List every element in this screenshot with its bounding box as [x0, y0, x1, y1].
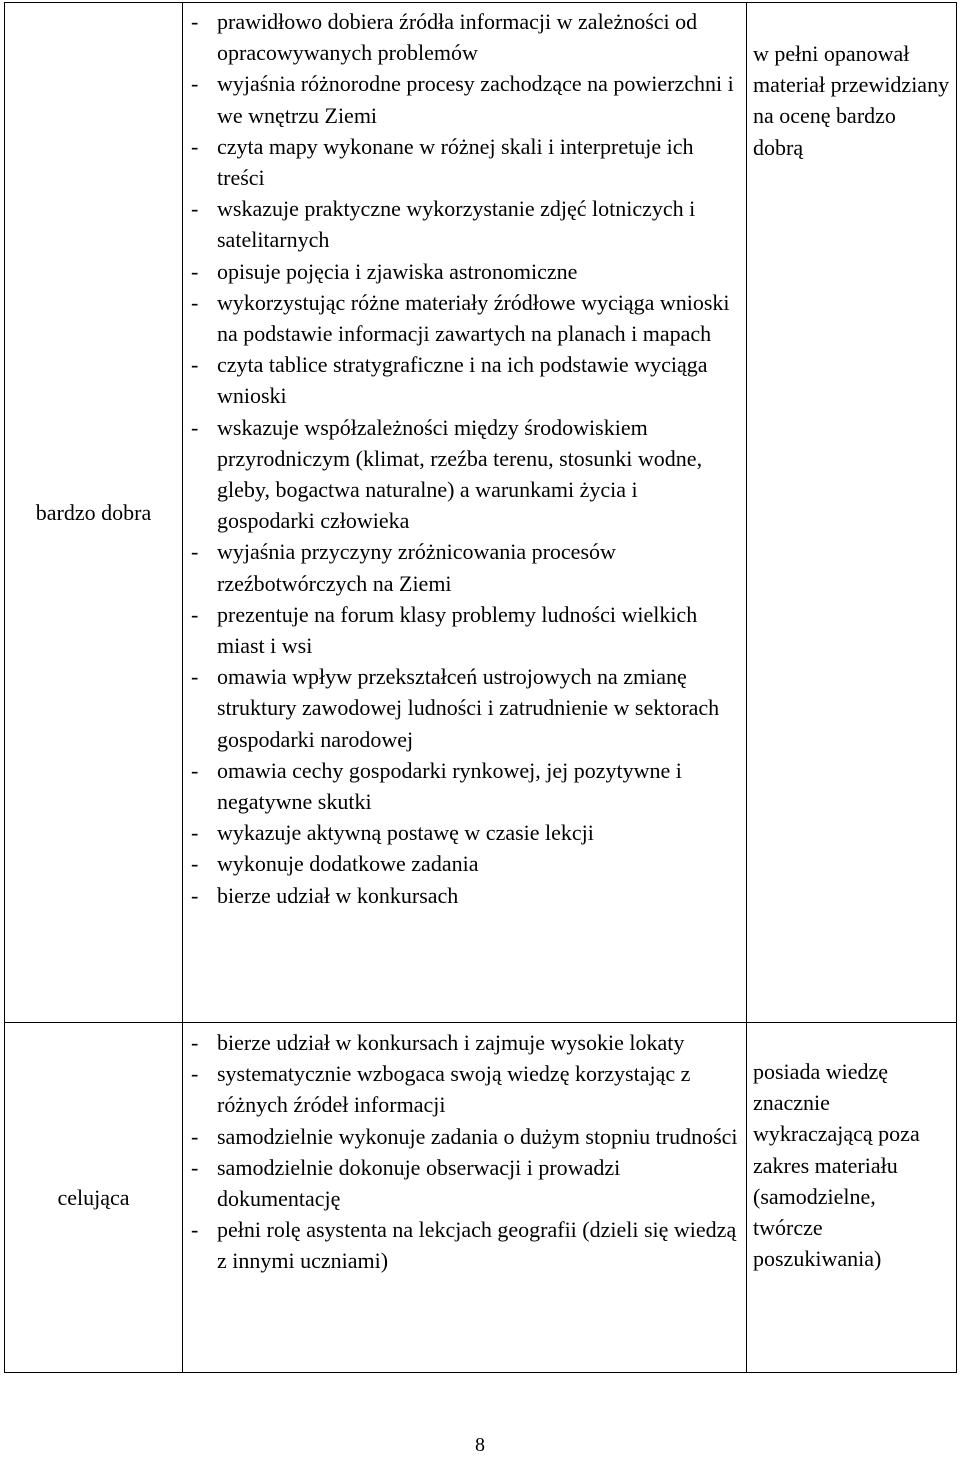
list-item: - prawidłowo dobiera źródła informacji w zależności od opracowywanych problemów — [191, 9, 698, 66]
list-item: - wykazuje aktywną postawę w czasie lekcji — [191, 820, 594, 846]
list-item: - bierze udział w konkursach i zajmuje wysokie lokaty — [191, 1030, 685, 1055]
list-item: - omawia wpływ przekształceń ustrojowych na zmianę struktury zawodowej ludności i zatrudnienie w sektorach gospodarki narodowej — [191, 664, 720, 752]
requirements-list — [183, 3, 746, 911]
list-item: - samodzielnie wykonuje zadania o dużym stopniu trudności — [191, 1123, 738, 1149]
list-item: - czyta mapy wykonane w różnej skali i interpretuje ich treści — [191, 133, 694, 191]
list-item: - wyjaśnia przyczyny zróżnicowania procesów rzeźbotwórczych na Ziemi — [191, 539, 616, 596]
grade-cell — [5, 1023, 183, 1373]
list-item: - wykorzystując różne materiały źródłowe wyciąga wnioski na podstawie informacji zawartych na planach i mapach — [191, 289, 730, 347]
grade-label: celująca — [57, 1184, 130, 1210]
list-item: - czyta tablice stratygraficzne i na ich podstawie wyciąga wnioski — [191, 352, 708, 409]
list-item: - samodzielnie dokonuje obserwacji i prowadzi dokumentację — [191, 1154, 621, 1212]
list-item: - systematycznie wzbogaca swoją wiedzę korzystając z różnych źródeł informacji — [191, 1061, 691, 1118]
requirements-cell — [183, 1023, 747, 1373]
summary-cell — [747, 1023, 957, 1373]
list-item: - pełni rolę asystenta na lekcjach geografii (dzieli się wiedzą z innymi uczniami) — [191, 1217, 737, 1274]
requirements-list — [183, 1023, 746, 1277]
requirements-cell — [183, 3, 747, 1023]
list-item: - wskazuje współzależności między środowiskiem przyrodniczym (klimat, rzeźba terenu, stosunki wodne, gleby, bogactwa naturalne) a warunkami życia i gospodarki człowieka — [191, 414, 703, 534]
summary-text: posiada wiedzę znacznie wykraczającą poza zakres materiału (samodzielne, twórcze poszukiwania) — [753, 1059, 920, 1272]
list-item: - wskazuje praktyczne wykorzystanie zdjęć lotniczych i satelitarnych — [191, 196, 696, 253]
summary-cell — [747, 3, 957, 1023]
list-item: - opisuje pojęcia i zjawiska astronomiczne — [191, 258, 578, 284]
list-item: - wykonuje dodatkowe zadania — [191, 851, 479, 877]
table-row-grade-bardzo-dobra — [5, 3, 957, 1023]
list-item: - wyjaśnia różnorodne procesy zachodzące na powierzchni i we wnętrzu Ziemi — [191, 71, 734, 128]
page-number: 8 — [475, 1434, 485, 1456]
grade-label: bardzo dobra — [35, 499, 152, 525]
summary-text: w pełni opanował materiał przewidziany na ocenę bardzo dobrą — [753, 41, 950, 160]
list-item: - omawia cechy gospodarki rynkowej, jej pozytywne i negatywne skutki — [191, 757, 682, 815]
list-item: - bierze udział w konkursach — [191, 882, 459, 908]
list-item: - prezentuje na forum klasy problemy ludności wielkich miast i wsi — [191, 601, 698, 659]
grade-cell — [5, 3, 183, 1023]
table-row-grade-celujaca — [5, 1023, 957, 1373]
grading-criteria-table — [4, 2, 957, 1373]
